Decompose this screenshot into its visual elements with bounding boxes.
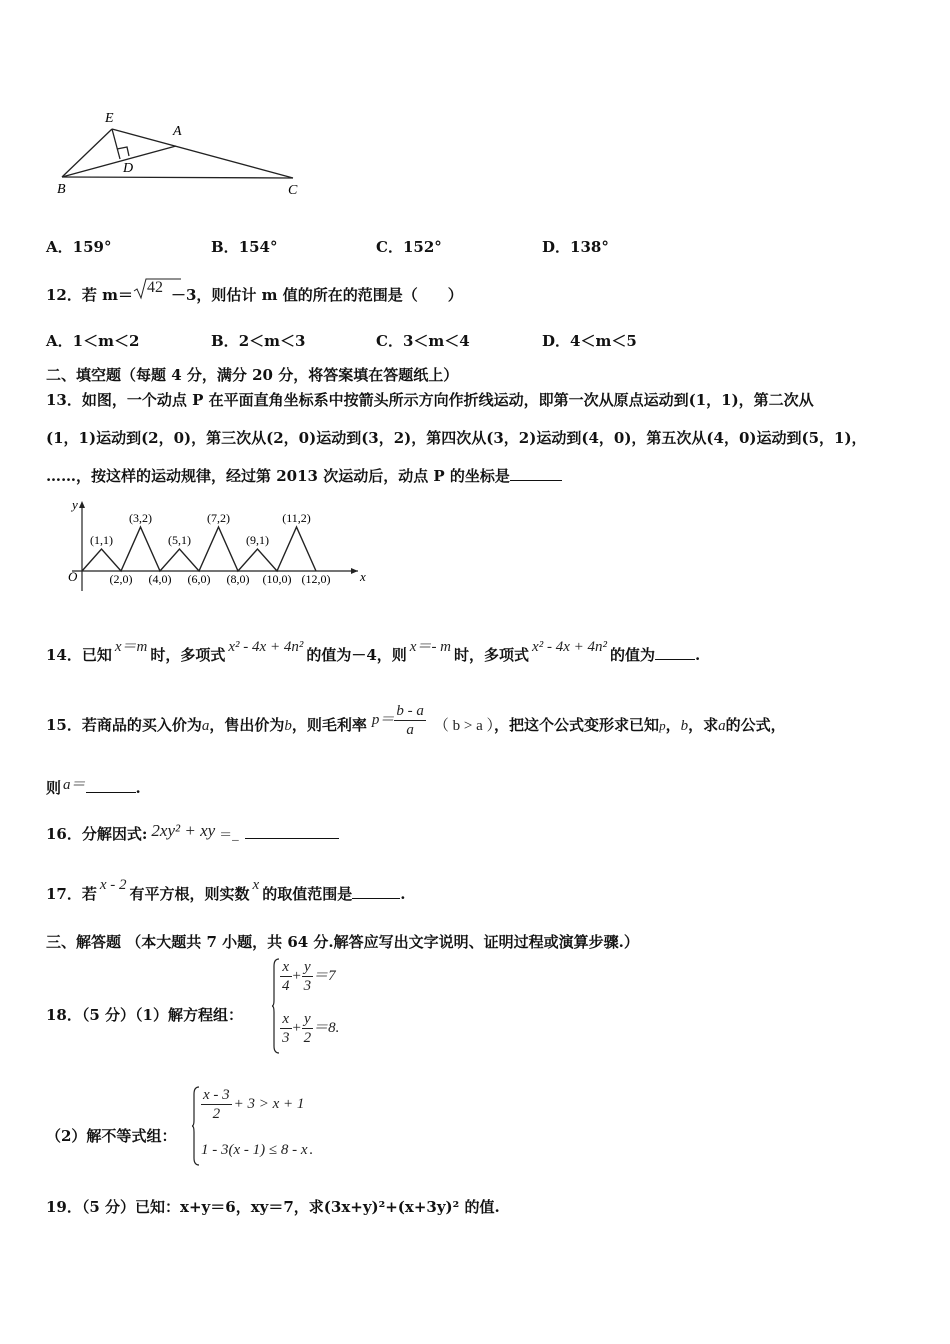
q13-line1: 13．如图，一个动点 P 在平面直角坐标系中按箭头所示方向作折线运动，即第一次从原点运动到(1，1)，第二次从 [46,391,814,409]
q12-stem: 12．若 m＝ 42 －3，则估计 m 值的所在的范围是（ ） [46,279,463,304]
peak-label-4: (7,2) [207,511,230,525]
section2-title: 二、填空题（每题 4 分，满分 20 分，将答案填在答题纸上） [46,366,459,384]
peak-label-5: (9,1) [246,533,269,547]
q17-expr: x - 2 [99,877,127,893]
q17-answer-blank[interactable] [352,897,400,899]
origin-label: O [68,569,78,584]
triangle-figure [50,105,320,200]
q15-answer-blank[interactable] [86,791,136,793]
q15-line1: 15．若商品的买入价为a，售出价为b，则毛利率 p＝ $\frac{b - a}{a}$ （ b > a ），把这个公式变形求已知p，b，求a的公式， [46,702,786,738]
zero-label-4: (8,0) [226,572,250,586]
motion-graph [58,495,378,595]
zero-label-6: (12,0) [301,572,331,586]
sqrt-42: 42 [133,279,163,297]
q12-option-c[interactable]: C．3＜m＜4 [376,332,470,350]
peak-label-3: (5,1) [168,533,191,547]
axis-x-label: x [360,569,366,584]
q11-option-c[interactable]: C．152° [376,238,442,256]
q17: 17．若 x - 2 有平方根，则实数 x 的取值范围是 . [46,877,406,903]
q14-cond1: x＝m [114,639,148,655]
label-E: E [105,111,114,126]
inequality-system: $\frac{x - 3}{2}$ + 3 > x + 1 1 - 3(x - 1) ≤ 8 - x . [192,1086,362,1166]
label-A: A [173,124,182,139]
q11-option-b[interactable]: B．154° [211,238,278,256]
axis-y-label: y [72,497,78,512]
peak-label-6: (11,2) [282,511,311,525]
q14-poly1: x² - 4x + 4n² [228,639,304,655]
q14-answer-blank[interactable] [655,658,695,660]
label-D: D [123,161,134,176]
q12-option-d[interactable]: D．4＜m＜5 [542,332,637,350]
peak-label-1: (1,1) [90,533,113,547]
q12-option-b[interactable]: B．2＜m＜3 [211,332,306,350]
equation-system: $\frac{x}{4}$ + $\frac{y}{3}$ ＝7 $\frac{x}{3}$ + $\frac{y}{2}$ ＝8. [272,958,362,1054]
q13-line2: (1，1)运动到(2，0)，第三次从(2，0)运动到(3，2)，第四次从(3，2)运动到(4，0)，第五次从(4，0)运动到(5，1)， [46,429,867,447]
q13-answer-blank[interactable] [510,479,562,481]
x-axis-arrow-icon [351,568,358,574]
q18-part1-label: 18．（5 分）（1）解方程组： [46,1006,243,1024]
q16-answer-blank[interactable] [245,837,339,839]
q15-line2: 则 a＝ . [46,777,141,797]
q14: 14．已知 x＝m 时，多项式 x² - 4x + 4n² 的值为－4，则 x＝- m 时，多项式 x² - 4x + 4n² 的值为 . [46,639,701,664]
zero-label-2: (4,0) [148,572,172,586]
q17-var: x [252,877,260,893]
label-B: B [57,182,66,197]
q16-expr: 2xy² + xy [151,821,216,840]
q19: 19．（5 分）已知：x+y＝6，xy＝7，求(3x+y)²+(x+3y)² 的值. [46,1198,500,1216]
zero-label-3: (6,0) [187,572,211,586]
zero-label-1: (2,0) [109,572,133,586]
q12-option-a[interactable]: A．1＜m＜2 [46,332,140,350]
q11-option-d[interactable]: D．138° [542,238,609,256]
q14-poly2: x² - 4x + 4n² [532,639,607,655]
q16: 16．分解因式: 2xy² + xy ＝_ [46,823,339,844]
section3-title: 三、解答题 （本大题共 7 小题，共 64 分.解答应写出文字说明、证明过程或演算步骤.） [46,933,639,951]
peak-label-2: (3,2) [129,511,152,525]
label-C: C [288,183,298,198]
profit-fraction: $\frac{b - a}{a}$ [396,702,424,738]
q18-part2-label: （2）解不等式组： [46,1127,177,1145]
zero-label-5: (10,0) [262,572,292,586]
motion-path [82,527,316,571]
q11-option-a[interactable]: A．159° [46,238,112,256]
q14-cond2: x＝- m [409,639,452,655]
q13-line3: ……，按这样的运动规律，经过第 2013 次运动后，动点 P 的坐标是 [46,465,562,486]
y-axis-arrow-icon [79,501,85,508]
